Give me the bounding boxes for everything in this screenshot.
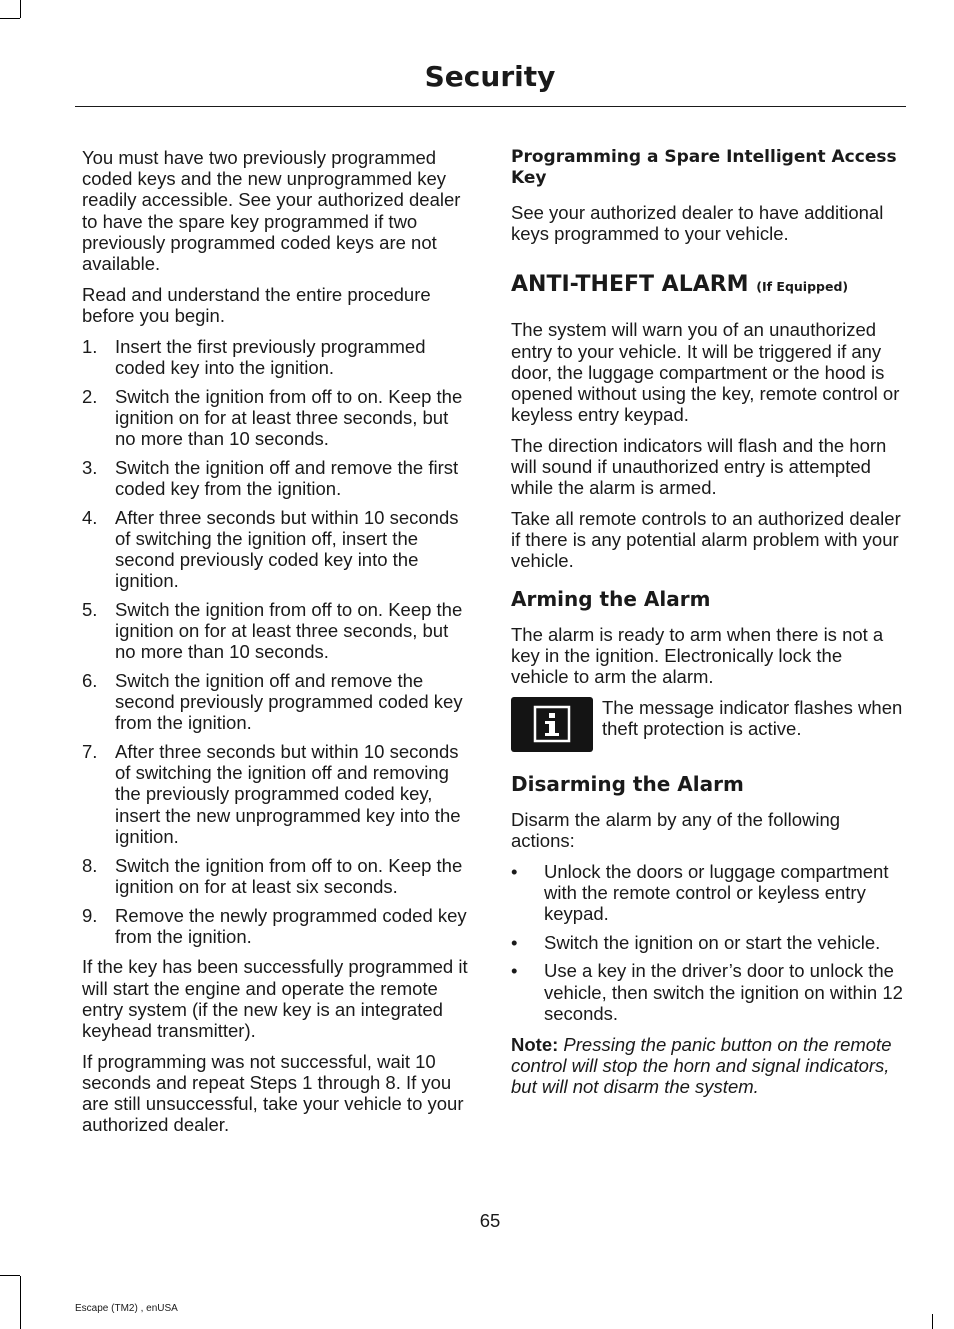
step-number: 9. <box>82 904 98 926</box>
result-paragraph: If programming was not successful, wait 10 seconds and repeat Steps 1 through 8. If you are still unsuccessful, take your vehicle to your authorized dealer. <box>82 1050 464 1136</box>
step-text: Switch the ignition off and remove the first coded key from the ignition. <box>115 456 459 499</box>
crop-mark <box>0 1275 20 1276</box>
step-item <box>82 905 472 947</box>
left-column <box>82 147 472 1145</box>
crop-mark <box>932 1314 933 1329</box>
step-item <box>82 855 472 897</box>
spare-key-heading: Programming a Spare Intelligent Access Key <box>511 147 897 188</box>
header-divider <box>75 106 906 107</box>
step-text: Switch the ignition off and remove the second previously programmed coded key from the ignition. <box>115 669 463 734</box>
intro-paragraph: Read and understand the entire procedure before you begin. <box>82 283 431 326</box>
bullet-item <box>511 960 903 1024</box>
bullet-symbol: • <box>511 960 518 982</box>
bullet-symbol: • <box>511 931 518 953</box>
step-number: 6. <box>82 669 98 691</box>
step-text: Remove the newly programmed coded key from the ignition. <box>115 904 467 947</box>
disarming-intro: Disarm the alarm by any of the following actions: <box>511 808 841 851</box>
information-icon-glyph <box>533 705 571 743</box>
bullet-text: Use a key in the driver’s door to unlock the vehicle, then switch the ignition on within 12 seconds. <box>544 960 903 1024</box>
bullet-text: Unlock the doors or luggage compartment with the remote control or keyless entry keypad. <box>544 860 889 925</box>
step-text: Switch the ignition from off to on. Keep the ignition on for at least three seconds, but no more than 10 seconds. <box>115 385 463 449</box>
arming-paragraph: The alarm is ready to arm when there is not a key in the ignition. Electronically lock the vehicle to arm the alarm. <box>511 623 884 688</box>
information-icon <box>511 697 593 752</box>
page-number: 65 <box>479 1210 501 1231</box>
step-text: Insert the first previously programmed coded key into the ignition. <box>115 335 426 378</box>
anti-theft-alarm-title: ANTI-THEFT ALARM <box>511 272 749 298</box>
step-number: 7. <box>82 741 98 763</box>
crop-mark <box>20 1276 21 1329</box>
bullet-symbol: • <box>511 860 518 882</box>
step-text: After three seconds but within 10 seconds of switching the ignition off, insert the second previously coded key into the ignition. <box>115 506 459 592</box>
disarming-heading: Disarming the Alarm <box>511 771 744 796</box>
note-label: Note: <box>511 1033 559 1055</box>
page-title: Security <box>424 60 556 93</box>
intro-paragraph: You must have two previously programmed coded keys and the new unprogrammed key readily accessible. See your authorized dealer to have the spare key programmed if two previously programmed coded keys are not available. <box>82 147 461 275</box>
step-text: After three seconds but within 10 seconds of switching the ignition off and removing the previously programmed coded key, insert the new unprogrammed key into the ignition. <box>115 741 461 847</box>
result-paragraph: If the key has been successfully programmed it will start the engine and operate the remote entry system (if the new key is an integrated keyhead transmitter). <box>82 956 468 1042</box>
step-number: 5. <box>82 598 98 620</box>
if-equipped-label: (If Equipped) <box>756 279 849 295</box>
step-item <box>82 741 472 847</box>
note-text: Pressing the panic button on the remote control will stop the horn and signal indicators, but will not disarm the system. <box>511 1033 892 1097</box>
bullet-item <box>511 861 903 925</box>
step-number: 3. <box>82 456 98 478</box>
step-item <box>82 507 472 592</box>
crop-mark <box>0 18 20 19</box>
step-text: Switch the ignition from off to on. Keep the ignition on for at least six seconds. <box>115 854 463 897</box>
spare-key-paragraph: See your authorized dealer to have additional keys programmed to your vehicle. <box>511 202 884 245</box>
step-number: 8. <box>82 854 98 876</box>
step-item <box>82 457 472 499</box>
step-item <box>82 336 472 378</box>
step-number: 4. <box>82 506 98 528</box>
alarm-paragraph: The system will warn you of an unauthorized entry to your vehicle. It will be triggered if any door, the luggage compartment or the hood is opened without using the key, remote control or keyless entry keypad. <box>511 319 900 426</box>
bullet-text: Switch the ignition on or start the vehicle. <box>544 931 881 953</box>
step-number: 2. <box>82 385 98 407</box>
info-note <box>511 697 903 752</box>
step-item <box>82 386 472 450</box>
crop-mark <box>20 0 21 18</box>
note-paragraph <box>511 1034 903 1098</box>
step-item <box>82 599 472 663</box>
step-number: 1. <box>82 335 98 357</box>
arming-heading: Arming the Alarm <box>511 586 711 611</box>
step-text: Switch the ignition from off to on. Keep the ignition on for at least three seconds, but no more than 10 seconds. <box>115 598 463 663</box>
anti-theft-alarm-heading <box>511 271 903 301</box>
bullet-item <box>511 932 903 953</box>
alarm-paragraph: Take all remote controls to an authorized dealer if there is any potential alarm problem with your vehicle. <box>511 508 901 572</box>
disarm-actions <box>511 861 903 1024</box>
procedure-steps <box>82 336 472 947</box>
step-item <box>82 670 472 734</box>
alarm-paragraph: The direction indicators will flash and the horn will sound if unauthorized entry is attempted while the alarm is armed. <box>511 434 887 499</box>
right-column <box>511 147 903 1107</box>
info-note-text: The message indicator flashes when theft protection is active. <box>602 696 903 739</box>
footer-text: Escape (TM2) , enUSA <box>75 1303 178 1314</box>
